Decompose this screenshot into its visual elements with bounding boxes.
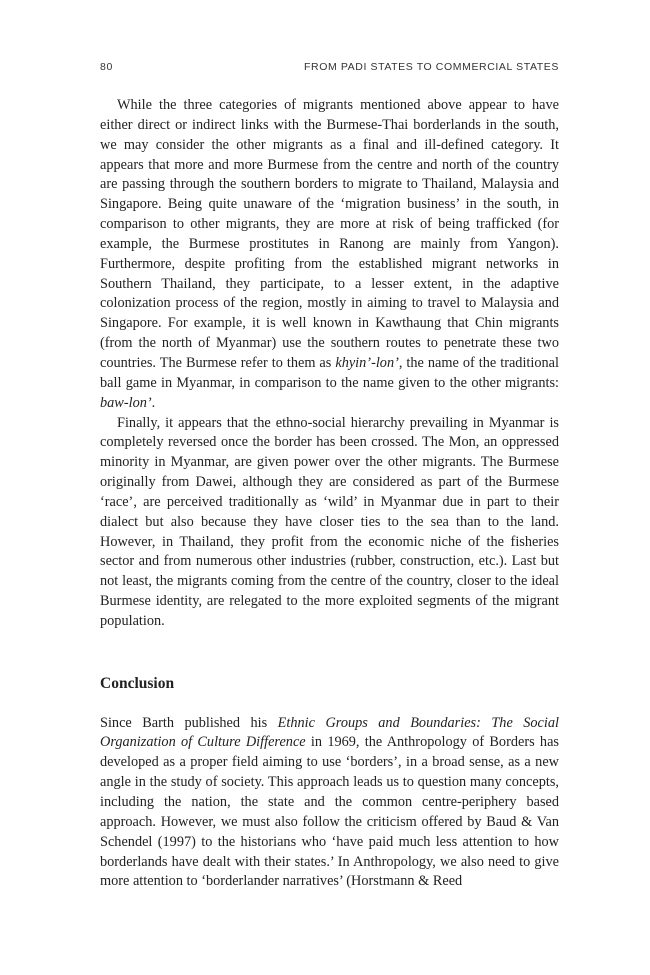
italic-book-title: Ethnic Groups and Boundaries: The Social Organization of Culture Difference <box>100 714 559 751</box>
paragraph-text: , the name of the traditional ball game in Myanmar, in comparison to the name given to the other migrants: <box>100 354 559 391</box>
paragraph-text: in 1969, the Anthropology of Borders has developed as a proper field aiming to use ‘borders’, in a broad sense, as a new angle in the study of society. This approach leads us to question many concepts, including the nation, the state and the common centre-periphery based approach. However, we must also follow the criticism offered by Baud & Van Schendel (1997) to the historians who ‘have paid much less attention to how borderlands have dealt with their states.’ In Anthropology, we also need to give more attention to ‘borderlander narratives’ (Horstmann & Reed <box>100 734 559 890</box>
running-title: FROM PADI STATES TO COMMERCIAL STATES <box>304 61 559 73</box>
paragraph-text: . <box>151 394 156 411</box>
paragraph-text: Since Barth published his <box>100 714 278 731</box>
italic-term: baw-lon’ <box>100 394 152 411</box>
paragraph-ethno-social-hierarchy: Finally, it appears that the ethno-social hierarchy prevailing in Myanmar is completely reversed once the border has been crossed. The Mon, an oppressed minority in Myanmar, are given power over the other migrants. The Burmese originally from Dawei, although they are considered as part of the Burmese ‘race’, are perceived traditionally as ‘wild’ in Myanmar due in part to their dialect but also because they have closer ties to the sea than to the land. However, in Thailand, they profit from the economic niche of the fisheries sector and from numerous other industries (rubber, construction, etc.). Last but not least, the migrants coming from the centre of the country, closer to the ideal Burmese identity, are relegated to the more exploited segments of the migrant population. <box>100 414 559 629</box>
paragraph-text: While the three categories of migrants mentioned above appear to have either direct or indirect links with the Burmese-Thai borderlands in the south, we may consider the other migrants as a final and ill-defined category. It appears that more and more Burmese from the centre and north of the country are passing through the southern borders to migrate to Thailand, Malaysia and Singapore. Being quite unaware of the ‘migration business’ in the south, in comparison to other migrants, they are more at risk of being trafficked (for example, the Burmese prostitutes in Ranong are mainly from Yangon). Furthermore, despite profiting from the established migrant networks in Southern Thailand, they participate, to a lesser extent, in the adaptive colonization process of the region, mostly in aiming to travel to Malaysia and Singapore. For example, it is well known in Kawthaung that Chin migrants (from the north of Myanmar) use the southern routes to penetrate these two countries. The Burmese refer to them as <box>100 97 559 371</box>
paragraph-conclusion <box>100 714 559 893</box>
page-number: 80 <box>100 61 113 73</box>
body-text <box>100 96 559 892</box>
section-heading-conclusion: Conclusion <box>100 674 175 692</box>
paragraph-migrant-categories <box>100 96 559 414</box>
italic-term: khyin’-lon’ <box>335 354 399 371</box>
